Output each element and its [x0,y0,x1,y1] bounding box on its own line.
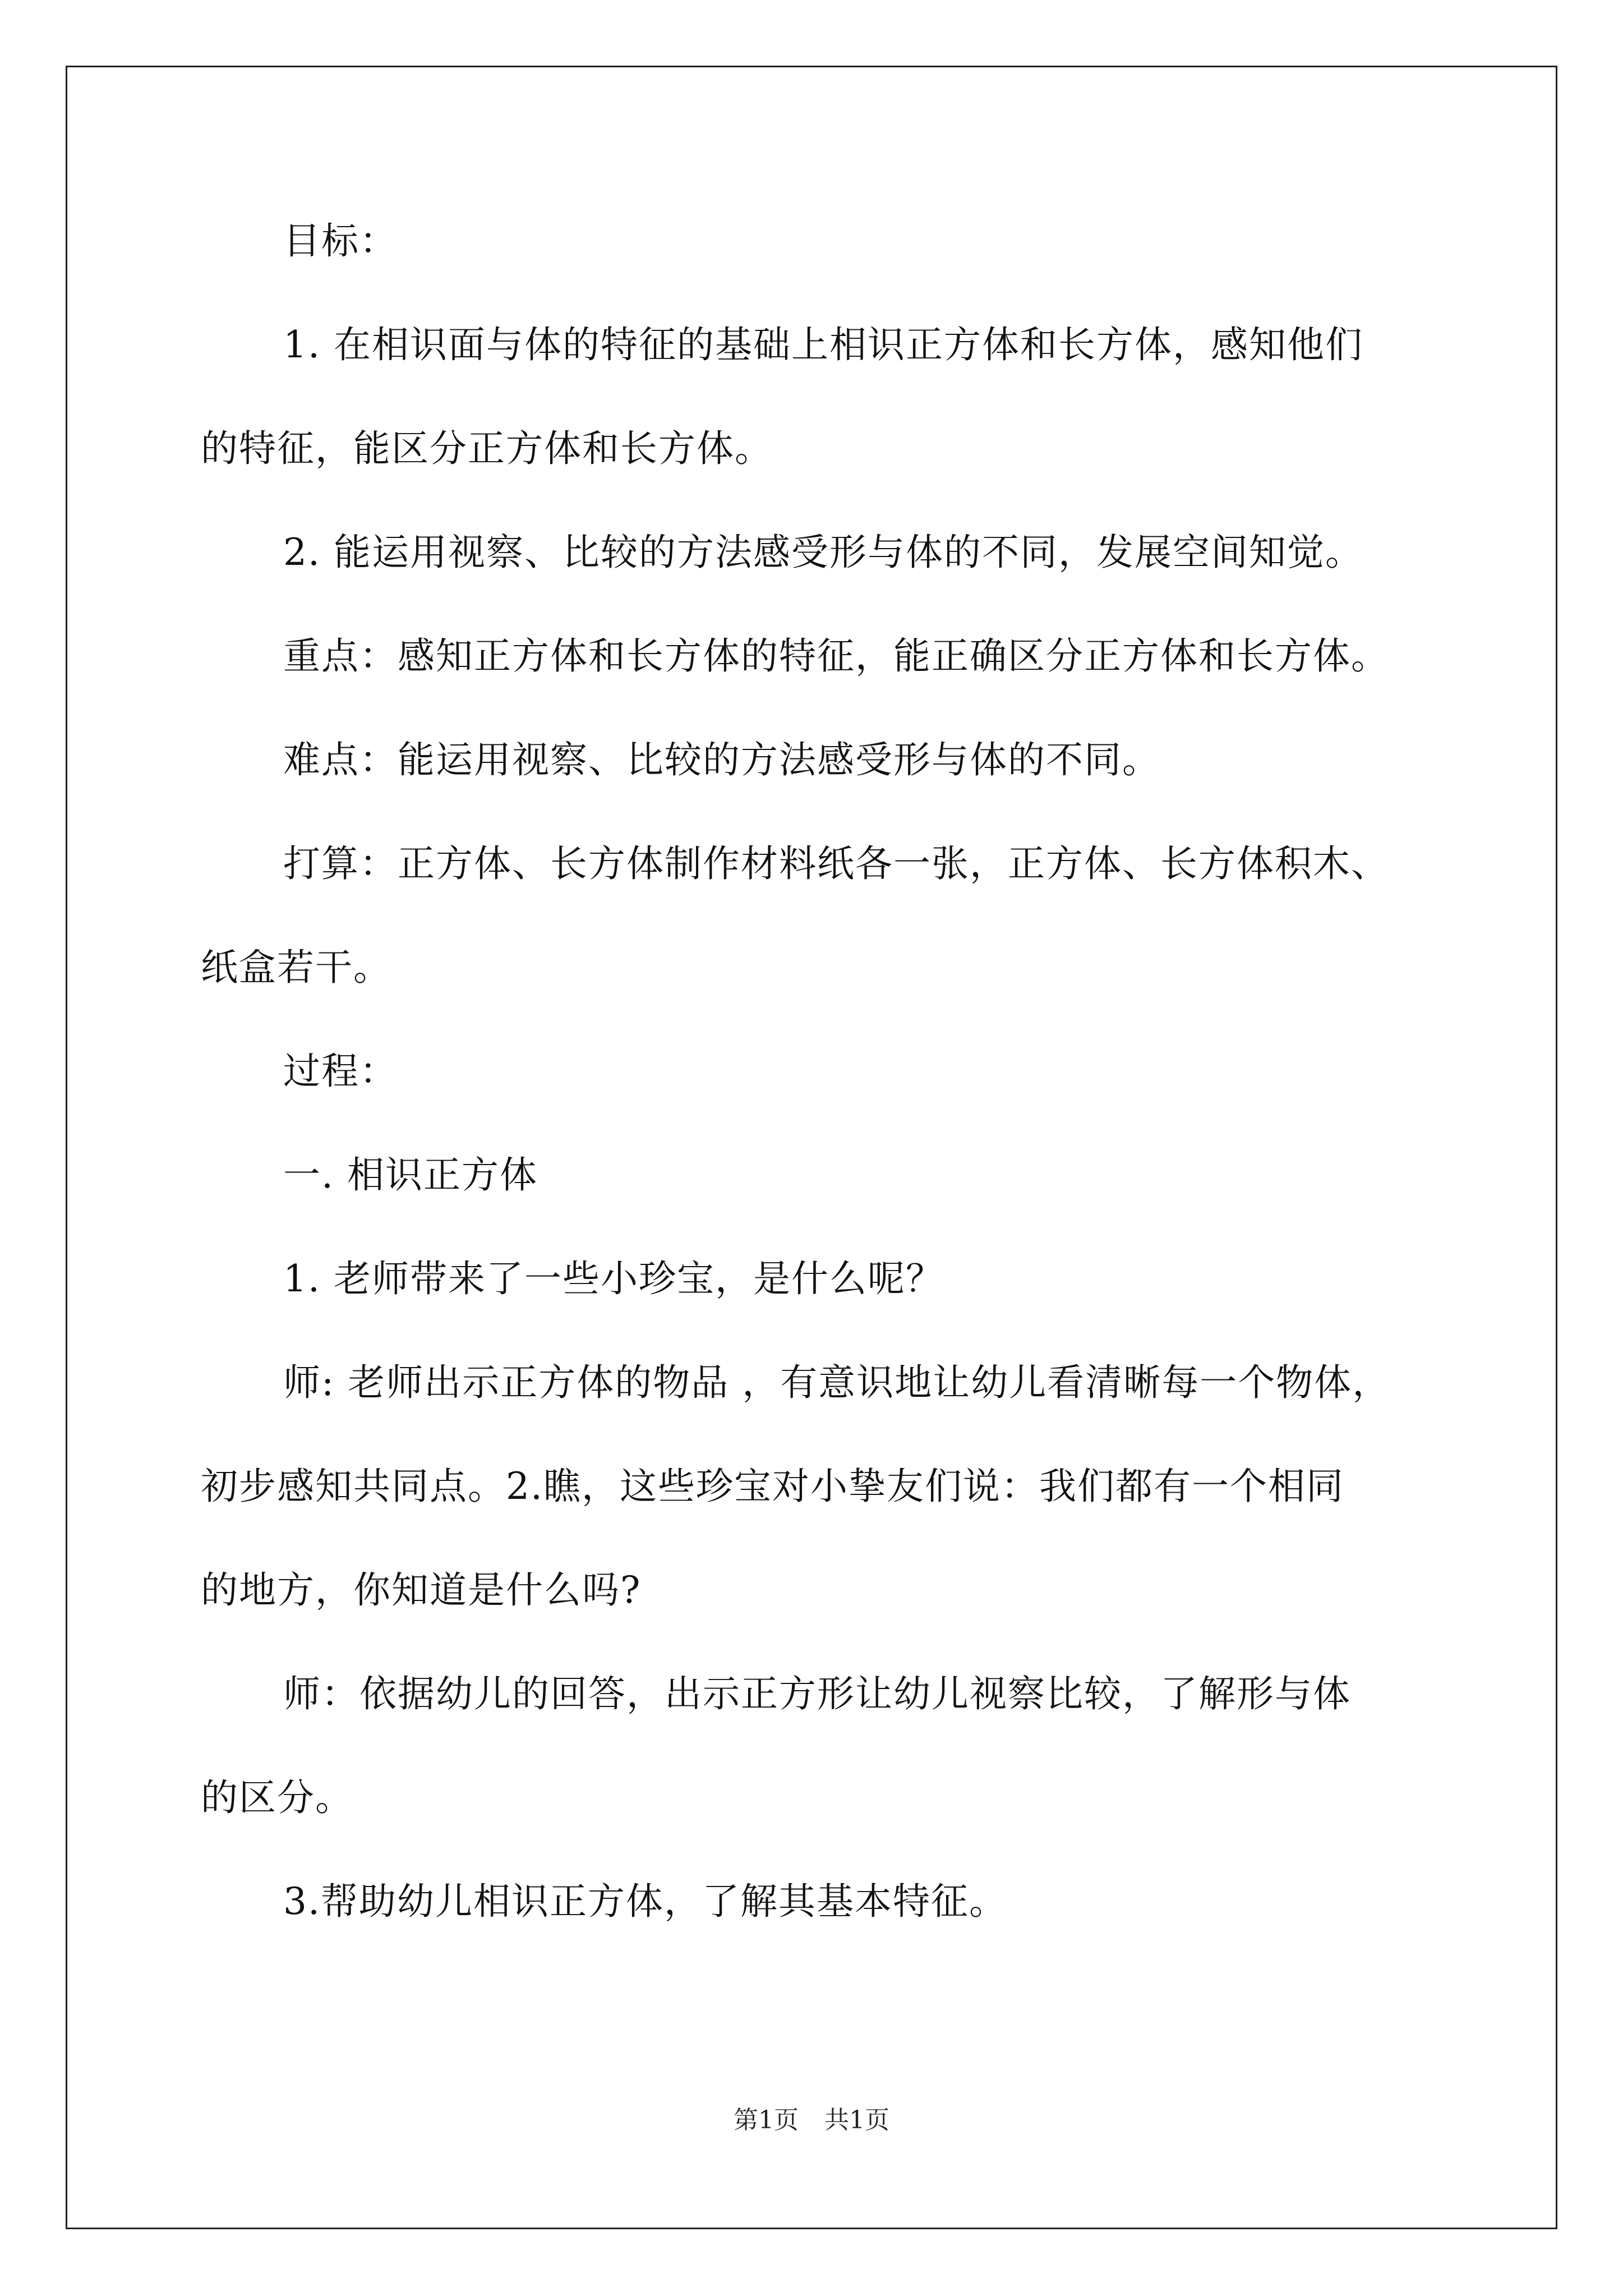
paragraph-line: 1. 老师带来了一些小珍宝，是什么呢？ [283,1257,944,1300]
paragraph-line: 过程： [283,1050,398,1093]
paragraph-line: 师: 老师出示正方体的物品 ，有意识地让幼儿看清晰每一个物体， [283,1361,1391,1404]
paragraph-line: 难点：能运用视察、比较的方法感受形与体的不同。 [283,738,1160,781]
paragraph-line: 重点：感知正方体和长方体的特征，能正确区分正方体和长方体。 [283,634,1389,678]
paragraph-line: 一. 相识正方体 [283,1153,538,1197]
paragraph-line: 打算：正方体、长方体制作材料纸各一张，正方体、长方体积木、 [283,842,1389,885]
paragraph-line: 的特征，能区分正方体和长方体。 [201,427,773,470]
paragraph-line: 目标： [283,219,398,263]
paragraph-line: 初步感知共同点。2.瞧，这些珍宝对小挚友们说：我们都有一个相同 [201,1465,1344,1508]
page-number: 第1页 [734,2106,799,2134]
paragraph-line: 2. 能运用视察、比较的方法感受形与体的不同，发展空间知觉。 [283,531,1363,574]
page-footer [0,2106,1623,2134]
paragraph-line: 1. 在相识面与体的特征的基础上相识正方体和长方体，感知他们 [283,323,1363,366]
paragraph-line: 3.帮助幼儿相识正方体，了解其基本特征。 [283,1880,1007,1923]
paragraph-line: 的地方，你知道是什么吗? [201,1568,642,1612]
paragraph-line: 纸盒若干。 [201,946,391,989]
paragraph-line: 的区分。 [201,1776,353,1819]
page-total: 共1页 [824,2106,889,2134]
paragraph-line: 师：依据幼儿的回答，出示正方形让幼儿视察比较，了解形与体 [283,1672,1351,1715]
